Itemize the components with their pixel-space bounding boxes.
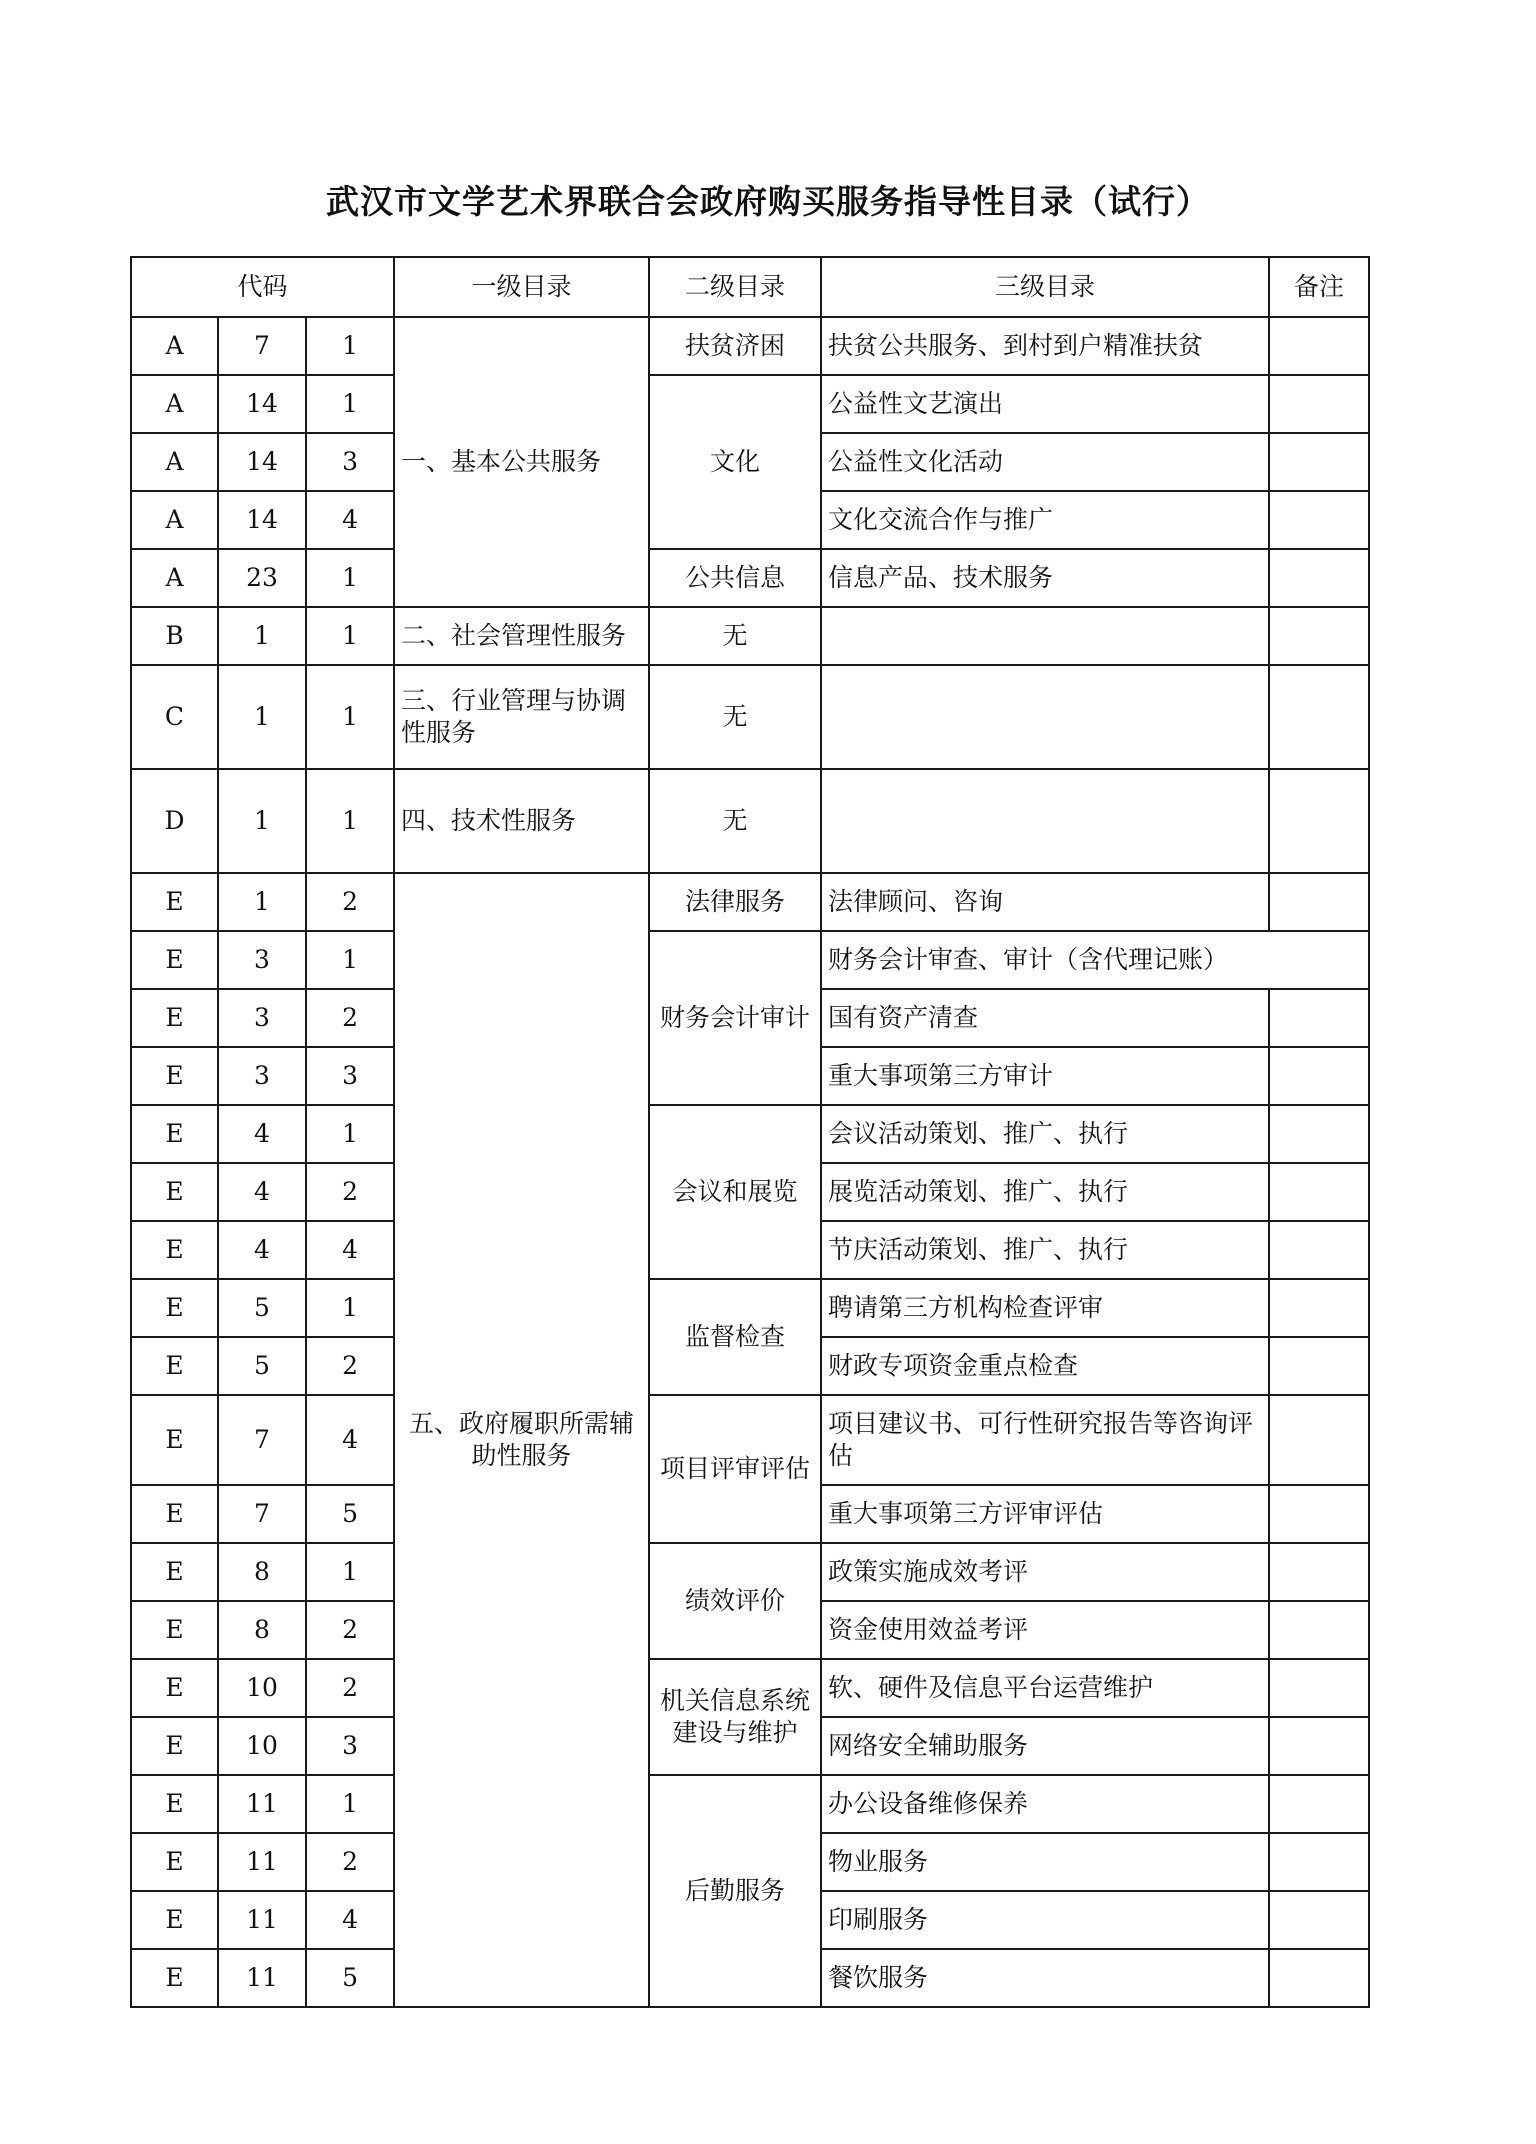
remark-cell <box>1269 1891 1369 1949</box>
level3-cell: 节庆活动策划、推广、执行 <box>821 1221 1269 1279</box>
code-c: 1 <box>306 931 394 989</box>
table-row <box>131 769 1369 873</box>
level2-cell: 无 <box>649 769 821 873</box>
level3-cell: 会议活动策划、推广、执行 <box>821 1105 1269 1163</box>
remark-cell <box>1269 1163 1369 1221</box>
remark-cell <box>1269 317 1369 375</box>
header-level3: 三级目录 <box>821 257 1269 317</box>
level2-cell: 财务会计审计 <box>649 931 821 1105</box>
code-b: 10 <box>218 1717 306 1775</box>
level1-cell: 三、行业管理与协调性服务 <box>394 665 649 769</box>
code-b: 4 <box>218 1221 306 1279</box>
table-row <box>131 375 1369 433</box>
level3-cell: 文化交流合作与推广 <box>821 491 1269 549</box>
code-c: 1 <box>306 1543 394 1601</box>
code-a: C <box>131 665 218 769</box>
remark-cell <box>1269 1543 1369 1601</box>
code-c: 4 <box>306 491 394 549</box>
code-c: 1 <box>306 1279 394 1337</box>
code-a: E <box>131 1163 218 1221</box>
code-b: 3 <box>218 989 306 1047</box>
level3-cell: 办公设备维修保养 <box>821 1775 1269 1833</box>
table-row <box>131 607 1369 665</box>
level2-cell: 绩效评价 <box>649 1543 821 1659</box>
code-a: E <box>131 1543 218 1601</box>
level3-cell: 物业服务 <box>821 1833 1269 1891</box>
code-a: E <box>131 1775 218 1833</box>
level3-cell: 法律顾问、咨询 <box>821 873 1269 931</box>
code-c: 5 <box>306 1949 394 2007</box>
level3-cell: 项目建议书、可行性研究报告等咨询评估 <box>821 1395 1269 1485</box>
level1-cell: 四、技术性服务 <box>394 769 649 873</box>
code-b: 3 <box>218 931 306 989</box>
code-a: E <box>131 1949 218 2007</box>
code-a: B <box>131 607 218 665</box>
code-b: 4 <box>218 1105 306 1163</box>
remark-cell <box>1269 1105 1369 1163</box>
level3-cell: 网络安全辅助服务 <box>821 1717 1269 1775</box>
remark-cell <box>1269 1601 1369 1659</box>
level2-cell: 会议和展览 <box>649 1105 821 1279</box>
level2-cell: 监督检查 <box>649 1279 821 1395</box>
remark-cell <box>1269 1337 1369 1395</box>
code-b: 1 <box>218 665 306 769</box>
table-row <box>131 1395 1369 1485</box>
code-c: 1 <box>306 1105 394 1163</box>
level3-cell: 政策实施成效考评 <box>821 1543 1269 1601</box>
code-a: A <box>131 549 218 607</box>
code-a: E <box>131 1337 218 1395</box>
header-row <box>131 257 1369 317</box>
code-b: 5 <box>218 1279 306 1337</box>
code-c: 4 <box>306 1395 394 1485</box>
level2-cell: 无 <box>649 665 821 769</box>
remark-cell <box>1269 665 1369 769</box>
remark-cell <box>1269 433 1369 491</box>
level3-cell: 国有资产清查 <box>821 989 1269 1047</box>
level3-cell: 财政专项资金重点检查 <box>821 1337 1269 1395</box>
code-b: 11 <box>218 1891 306 1949</box>
code-b: 5 <box>218 1337 306 1395</box>
remark-cell <box>1269 549 1369 607</box>
remark-cell <box>1269 1833 1369 1891</box>
code-c: 3 <box>306 1717 394 1775</box>
table-row <box>131 1775 1369 1833</box>
remark-cell <box>1269 769 1369 873</box>
code-b: 7 <box>218 317 306 375</box>
remark-cell <box>1269 375 1369 433</box>
code-c: 2 <box>306 1337 394 1395</box>
remark-cell <box>1269 1775 1369 1833</box>
header-level2: 二级目录 <box>649 257 821 317</box>
code-c: 1 <box>306 769 394 873</box>
level3-cell: 聘请第三方机构检查评审 <box>821 1279 1269 1337</box>
catalog-table <box>130 256 1370 2008</box>
code-a: E <box>131 1105 218 1163</box>
table-row <box>131 317 1369 375</box>
code-c: 4 <box>306 1221 394 1279</box>
remark-cell <box>1269 1279 1369 1337</box>
code-b: 3 <box>218 1047 306 1105</box>
level3-cell <box>821 607 1269 665</box>
level3-cell <box>821 769 1269 873</box>
level2-cell: 文化 <box>649 375 821 549</box>
remark-cell <box>1269 1395 1369 1485</box>
code-b: 11 <box>218 1949 306 2007</box>
code-c: 1 <box>306 375 394 433</box>
level3-cell: 资金使用效益考评 <box>821 1601 1269 1659</box>
level3-cell: 餐饮服务 <box>821 1949 1269 2007</box>
code-a: A <box>131 375 218 433</box>
code-c: 1 <box>306 549 394 607</box>
code-b: 8 <box>218 1601 306 1659</box>
code-c: 2 <box>306 989 394 1047</box>
code-a: E <box>131 1891 218 1949</box>
code-c: 4 <box>306 1891 394 1949</box>
code-b: 14 <box>218 491 306 549</box>
level2-cell: 法律服务 <box>649 873 821 931</box>
level1-cell: 五、政府履职所需辅助性服务 <box>394 873 649 2007</box>
table-row <box>131 1105 1369 1163</box>
code-c: 1 <box>306 1775 394 1833</box>
code-b: 14 <box>218 375 306 433</box>
level1-cell: 一、基本公共服务 <box>394 317 649 607</box>
code-c: 2 <box>306 1659 394 1717</box>
code-b: 7 <box>218 1395 306 1485</box>
table-row <box>131 873 1369 931</box>
level3-cell: 重大事项第三方评审评估 <box>821 1485 1269 1543</box>
level3-cell <box>821 665 1269 769</box>
code-c: 3 <box>306 433 394 491</box>
level3-cell: 印刷服务 <box>821 1891 1269 1949</box>
level2-cell: 机关信息系统建设与维护 <box>649 1659 821 1775</box>
code-c: 3 <box>306 1047 394 1105</box>
remark-cell <box>1269 1221 1369 1279</box>
code-c: 2 <box>306 1833 394 1891</box>
table-row <box>131 665 1369 769</box>
code-a: E <box>131 873 218 931</box>
code-a: E <box>131 1601 218 1659</box>
level3-cell: 软、硬件及信息平台运营维护 <box>821 1659 1269 1717</box>
code-b: 14 <box>218 433 306 491</box>
code-c: 1 <box>306 317 394 375</box>
code-a: A <box>131 491 218 549</box>
header-remark: 备注 <box>1269 257 1369 317</box>
level3-cell: 扶贫公共服务、到村到户精准扶贫 <box>821 317 1269 375</box>
remark-cell <box>1269 1485 1369 1543</box>
table-row <box>131 1543 1369 1601</box>
level3-cell: 重大事项第三方审计 <box>821 1047 1269 1105</box>
header-level1: 一级目录 <box>394 257 649 317</box>
code-b: 1 <box>218 607 306 665</box>
code-a: E <box>131 1717 218 1775</box>
code-b: 11 <box>218 1833 306 1891</box>
level2-cell: 后勤服务 <box>649 1775 821 2007</box>
code-b: 1 <box>218 873 306 931</box>
remark-cell <box>1269 873 1369 931</box>
level1-cell: 二、社会管理性服务 <box>394 607 649 665</box>
table-row <box>131 1279 1369 1337</box>
level2-cell: 扶贫济困 <box>649 317 821 375</box>
code-c: 2 <box>306 873 394 931</box>
table-row <box>131 931 1369 989</box>
remark-cell <box>1269 1047 1369 1105</box>
code-a: D <box>131 769 218 873</box>
remark-cell <box>1269 1717 1369 1775</box>
code-b: 8 <box>218 1543 306 1601</box>
code-a: E <box>131 1833 218 1891</box>
code-a: E <box>131 1221 218 1279</box>
code-c: 1 <box>306 665 394 769</box>
remark-cell <box>1269 491 1369 549</box>
level3-cell: 展览活动策划、推广、执行 <box>821 1163 1269 1221</box>
code-a: E <box>131 1485 218 1543</box>
code-a: E <box>131 1395 218 1485</box>
remark-cell <box>1269 1659 1369 1717</box>
level3-cell: 公益性文艺演出 <box>821 375 1269 433</box>
code-b: 23 <box>218 549 306 607</box>
remark-cell <box>1269 989 1369 1047</box>
code-a: E <box>131 1279 218 1337</box>
code-c: 5 <box>306 1485 394 1543</box>
remark-cell <box>1269 607 1369 665</box>
code-a: E <box>131 1047 218 1105</box>
level3-cell: 公益性文化活动 <box>821 433 1269 491</box>
code-a: A <box>131 433 218 491</box>
code-c: 2 <box>306 1601 394 1659</box>
header-code: 代码 <box>131 257 394 317</box>
code-b: 1 <box>218 769 306 873</box>
remark-cell <box>1269 1949 1369 2007</box>
table-row <box>131 1659 1369 1717</box>
page-title: 武汉市文学艺术界联合会政府购买服务指导性目录（试行） <box>326 182 1210 221</box>
code-b: 11 <box>218 1775 306 1833</box>
level2-cell: 公共信息 <box>649 549 821 607</box>
level2-cell: 项目评审评估 <box>649 1395 821 1543</box>
code-b: 4 <box>218 1163 306 1221</box>
level2-cell: 无 <box>649 607 821 665</box>
table-row <box>131 549 1369 607</box>
code-b: 7 <box>218 1485 306 1543</box>
code-c: 2 <box>306 1163 394 1221</box>
code-a: E <box>131 1659 218 1717</box>
code-c: 1 <box>306 607 394 665</box>
code-b: 10 <box>218 1659 306 1717</box>
code-a: E <box>131 931 218 989</box>
level3-cell: 财务会计审查、审计（含代理记账） <box>821 931 1369 989</box>
level3-cell: 信息产品、技术服务 <box>821 549 1269 607</box>
code-a: A <box>131 317 218 375</box>
code-a: E <box>131 989 218 1047</box>
